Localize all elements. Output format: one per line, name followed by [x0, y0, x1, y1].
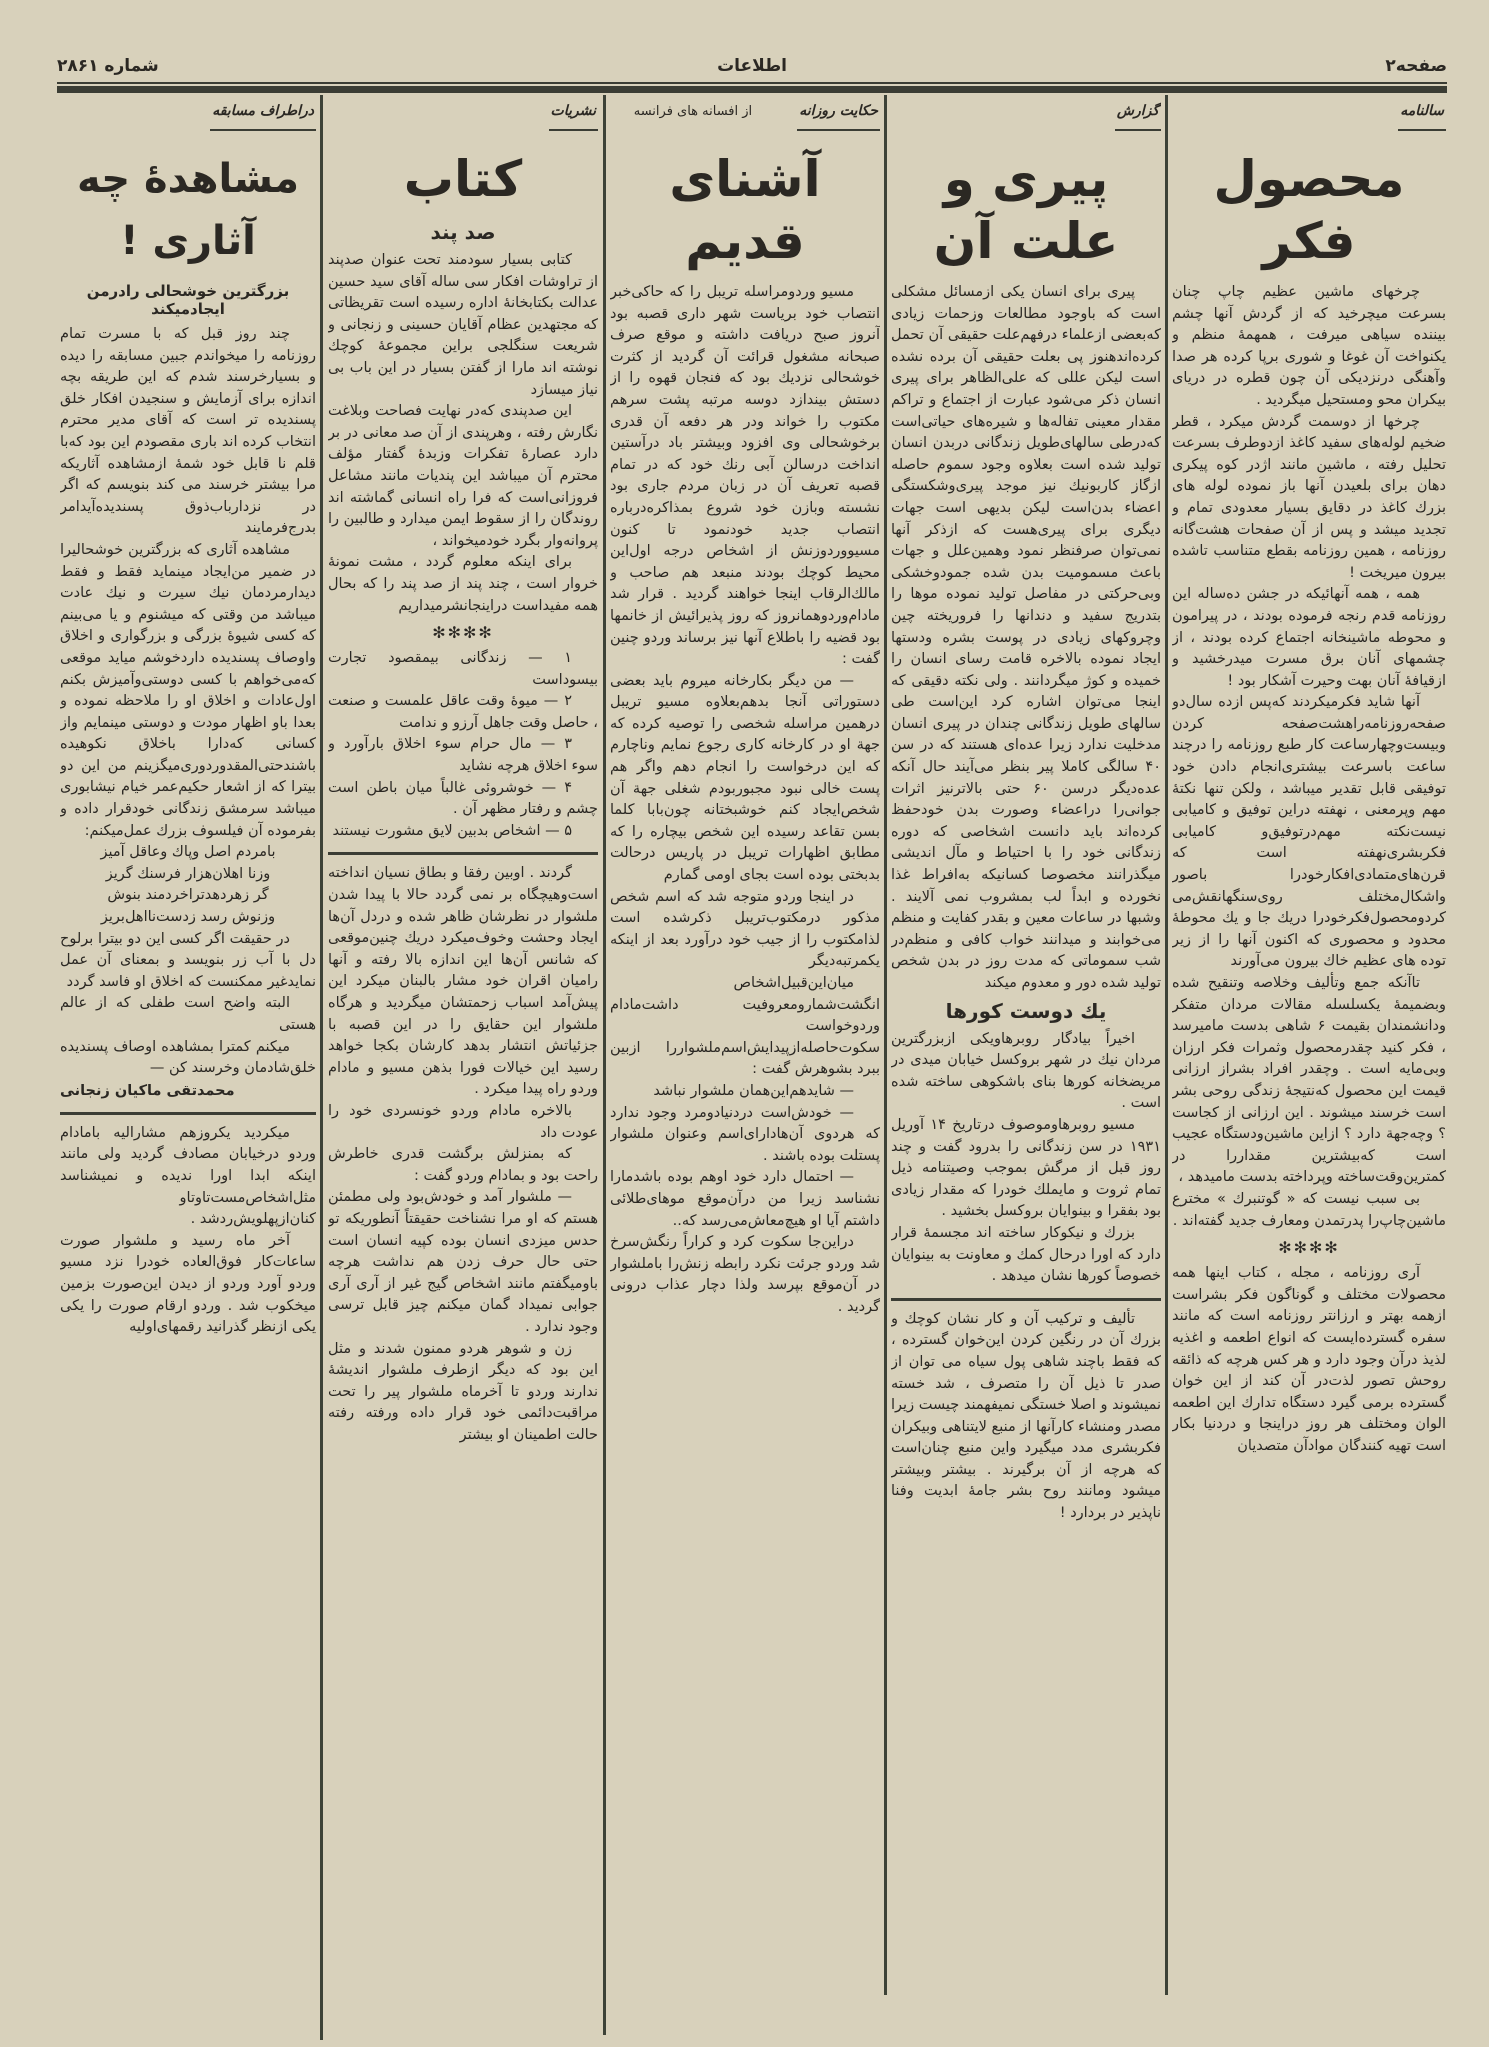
paragraph: بی سبب نیست که « گوتنبرك » مخترع ماشین‌چاپ‌را پدرتمدن ومعارف جدید گفته‌اند . [1172, 1190, 1446, 1229]
newspaper-title: اطلاعات [717, 56, 787, 76]
paragraph: در اینجا وردو متوجه شد که اسم شخص مذکور درمکتوب‌تریبل ذکرشده است لذامکتوب را از جیب خود درآورد بعد از اینکه یکمرتبه‌دیگر [610, 888, 880, 970]
masthead-rule-thick [57, 86, 1447, 93]
book-review-box [328, 100, 598, 855]
column-divider [603, 95, 606, 2035]
paragraph: پیری برای انسان یکی ازمسائل مشکلی است که باوجود مطالعات وزحمات زیادی که‌بعضی ازعلماء درفهم‌علت حقیقی آن تحمل کرده‌اندهنوز پی بعلت حقیقی آن برده نشده است لیکن عللی که علی‌الظاهر برای پیری انسان ذکر می‌شود عبارت از اجتماع و تراکم مقدار معینی تفاله‌ها و شیره‌های حیاتی‌است که‌درطی سالهای‌طویل زندگانی دربدن انسان تولید شده است بعلاوه وجود سموم حاصله ازگاز کاربونیك نیز موجد پیری‌وشکستگی اعضاء بدن‌است لیکن بدیهی است جهات دیگری برای پیری‌هست که ازذکر آنها نمی‌توان صرفنظر نمود وهمین‌علل و جهات باعث مسمومیت بدن شده جمودوخشکی وبی‌حرکتی در مفاصل تولید نموده موها را بتدریج سفید و دندانها را فروریخته چین وچروکهای زیادی در پوست بشره ودستها ایجاد نموده بالاخره قامت رسای انسان را خمیده و کوژ میگردانند . ولی نکته دقیقی که اینجا می‌توان اشاره کرد این‌است طی سالهای طویل زندگانی چندان در پیری انسان مدخلیت ندارد زیرا عده‌ای هستند که در سن ۴۰ سالگی کاملا پیر بنظر می‌آیند حال آنکه عده‌دیگر درسن ۶۰ حتی بالاترنیز اثرات جوانی‌را دراعضاء وصورت بدن خودحفظ کرده‌اند باید دانست اشخاصی که دوره زندگانی خود را با احتیاط و مآل اندیشی میگذرانند مخصوصا کسانیکه به‌افراط غذا نخورده و ابداً لب بمشروب نمی آلایند . وشبها در ساعات معین و بقدر کفایت و منظم می‌خوابند و میدانند خواب کافی و منظم‌در شب سموماتی که مدت روز در بدن شخص تولید شده دور و معدوم میکند [891, 284, 1161, 991]
headline: کتاب [403, 150, 523, 208]
paragraph-group [610, 282, 880, 1319]
headline: محصول فکر [1213, 150, 1405, 270]
headline: مشاهدهٔ چه آثاری ! [77, 156, 299, 264]
section-label: نشریات [549, 103, 598, 131]
paragraph: برای اینکه معلوم گردد ، مشت نمونهٔ خروار است ، چند پند از صد پند را که بحال همه مفیداست دراینجانشرمیداریم [328, 554, 598, 614]
paragraph: — خودش‌است دردنیادومرد وجود ندارد که هردوی آن‌هادارای‌اسم وعنوان ملشوار پستلت بوده باشند . [610, 1104, 880, 1164]
paragraph: گردند . اوبین رفقا و بطاق نسیان انداخته است‌وهیچگاه بر نمی گردد حالا با پیدا شدن ملشوار در نظرشان ظاهر شده و دردل آن‌ها ایجاد وحشت وخوف‌میکرد دریك چنین‌موقعی که شانس آن‌ها این اندازه بالا رفته و آنها رامیان اقران خود مشار بالبنان میکرد این پیش‌آمد اسباب زحمتشان میگردید و هرگاه ملشوار این حقایق را در این قصبه با جزئیاتش انتشار بدهد کارشان بکجا خواهد رسید این خیالات فورا بذهن مسیو و مادام وردو راه پیدا میکرد . [328, 865, 598, 1098]
paragraph: میکنم کمترا بمشاهده اوصاف پسندیده خلق‌شادمان وخرسند کن — [60, 1038, 316, 1077]
headline: آشنای قدیم [669, 150, 821, 270]
paragraph: بامردم اصل وپاك وعاقل آمیز [100, 844, 276, 861]
paragraph: — من دیگر بکارخانه میروم باید بعضی دستوراتی آنجا بدهم‌بعلاوه مسیو تریبل درهمین مراسله شخصی را توصیه کرده که جهة او در کارخانه کاری رجوع نمایم وناچارم که این درخواست را انجام دهم واگر هم پست خالی نبود مجبوربودم شغلی جهة آن شخص‌ایجاد کنم خوشبختانه چون‌بابا کلما بسن تقاعد رسیده این شخص بیچاره را که مطابق اظهارات تریبل در پاریس درحالت بدبختی بوده است بجای اومی گمارم [610, 672, 880, 884]
paragraph-group [891, 1029, 1161, 1288]
paragraph: زن و شوهر هردو ممنون شدند و مثل این بود که دیگر ازطرف ملشوار اندیشهٔ ندارند وردو تا آخرماه ملشوار پیر را تحت مراقبت‌دائمی خود قرار داده ورفته رفته حالت اطمینان او بیشتر [328, 1340, 598, 1443]
paragraph: گر زهردهدتراخردمند بنوش [107, 887, 269, 904]
article-mahsool-fekr [1172, 100, 1446, 2030]
paragraph-group [328, 250, 598, 617]
paragraph: آری روزنامه ، مجله ، کتاب اینها همه محصولات مختلف و گوناگون فکر بشراست ازهمه بهتر و ارزانتر روزنامه است که مانند سفره گسترده‌ایست که انواع اطعمه و اغذیه لذیذ درآن وجود دارد و هر کس هرچه که ذائقه روحش تصور لذت‌در آن کند از این خوان گسترده برمی گیرد دستگاه تدارك این اطعمه الوان ومختلف هر روز دراینجا و دردنیا بکار است تهیه کنندگان موادآن متصدیان [1172, 1265, 1446, 1454]
paragraph-group [328, 648, 598, 842]
paragraph: کتابی بسیار سودمند تحت عنوان صدپند از تراوشات افکار سی ساله آقای سید حسین عدالت بکتابخانهٔ اداره رسیده است تقریظاتی که مجتهدین عظام آقایان حسینی و زنجانی و شریعت سنگلجی براین مجموعهٔ کوچك نوشته اند مارا از گفتن بسیار در این باب بی نیاز میسازد [328, 252, 598, 398]
paragraph: ۲ — میوهٔ وقت عاقل علمست و صنعت ، حاصل وقت جاهل آرزو و ندامت [328, 693, 598, 731]
paragraph: در حقیقت اگر کسی این دو بیترا برلوح دل با آب زر بنویسد و بمعنای آن عمل نمایدغیر ممکنست که اخلاق او فاسد گردد [60, 930, 316, 990]
paragraph: البته واضح است طفلی که از عالم هستی [60, 995, 316, 1033]
paragraph: دراین‌جا سکوت کرد و کراراً رنگش‌سرخ شد وردو جرئت نکرد رابطه زنش‌را باملشوار در آن‌موقع بپرسد ولذا دچار عذاب درونی گردید . [610, 1234, 880, 1315]
column-divider [884, 95, 887, 1995]
paragraph: مسیو وردومراسله تریبل را که حاکی‌خبر انتصاب خود بریاست شهر داری قصبه بود آنروز صبح دریافت داشته و موقع صرف صبحانه مشغول قرائت آن گردید از کثرت خوشحالی نزدیك بود که فنجان قهوه را از دستش بیندازد دوسه مرتبه پشت سرهم مکتوب را خواند ودر هر دفعه آن قدری برخوشحالی وی افزود وبیشتر باد درآستین انداخت درسالن آبی رنك خود که در تمام قصبه تعریف آن در زبان مردم جاری بود نشسته وبازن خود شروع بمذاکره‌درباره انتصاب جدید خودنمود تا کنون مسیووردوزنش از اشخاص درجه اول‌این محیط کوچك بودند منبعد هم صاحب و مالك‌الرقاب اینجا خواهند گردید . قرار شد مادام‌وردوهمانروز که روز پذیرائیش از خانمها بود قضیه را باطلاع آنها نیز برساند وردو چنین گفت : [610, 284, 880, 668]
article-mosabeghe [60, 100, 316, 2045]
paragraph: — ملشوار آمد و خودش‌بود ولی مطمئن هستم که او مرا نشناخت حقیقتاً آنطوریکه تو حدس میزدی انسان بوده کپیه انسان است حتی حال حرف زدن هم نداشت هرچه باومیگفتم مانند اشخاص گیج غیر از آری آری جوابی نمیداد گمان میکنم چیز قابل ترسی وجود ندارد . [328, 1189, 598, 1335]
paragraph-group [60, 1123, 316, 1339]
paragraph: ۱ — زندگانی بیمقصود تجارت بیسوداست [328, 650, 598, 688]
section-label: سالنامه [1398, 103, 1446, 131]
paragraph: که بمنزلش برگشت قدری خاطرش راحت بود و بمادام وردو گفت : [328, 1146, 598, 1184]
subheadline: بزرگترین خوشحالی رادرمن ایجادمیکند [86, 282, 290, 318]
subheadline: يك دوست كورها [945, 998, 1107, 1023]
paragraph: مشاهده آثاری که بزرگترین خوشحالیرا در ضمیر من‌ایجاد مینماید فقط و فقط دیدارمردمان نیك سیرت و نیك عادت میباشد من وقتی که میشنوم و یا می‌بینم که کسی شیوهٔ بزرگی و بزرگواری و اخلاق واوصاف پسندیده داردخوشم میاید موقعی که‌می‌خواهم با کسی دوستی‌وآمیزش بکنم اول‌عادات و اخلاق او را ملاحظه نموده و بعدا باو اظهار مودت و دوستی مینمایم واز کسانی که‌دارا باخلاق نکوهیده باشندحتی‌المقدوردوری‌میگزینم من این دو بیترا که از اشعار حکیم‌عمر خیام نیشابوری میباشد سرمشق زندگانی خودقرار داده و بفرموده آن فیلسوف بزرك عمل‌میکنم: [60, 541, 316, 839]
page-number: صفحه۲ [1385, 56, 1447, 76]
paragraph: آنها شاید فکرمیکردند که‌پس ازده سال‌دو صفحه‌روزنامه‌راهشت‌صفحه کردن وبیست‌وچهارساعت کار طبع روزنامه را درچند ساعت باسرعت بیشتری‌انجام دادن خود توفیقی قابل تقدیر میباشد ، ولکن تنها نکتهٔ مهم وپرمعنی ، نهفته دراین توفیق و کامیابی نیست‌نکته مهم‌درتوفیق‌و کامیابی فکربشری‌نهفته است که قرن‌های‌متمادی‌افکارخودرا باصور واشکال‌مختلف روی‌سنگها‌نقش‌می کردومحصول‌فکرخودرا دریك جا و يك محوطهٔ محدود و محصوری که اکنون آنها را از زیر توده های عظیم خاك بیرون می‌آورند [1172, 694, 1446, 970]
paragraph: بزرك و نیکوکار ساخته اند مجسمهٔ قرار دارد که اورا درحال کمك و معاونت به بینوایان خصوصاً کورها نشان میدهد . [891, 1224, 1161, 1285]
paragraph: بالاخره مادام وردو خونسردی خود را عودت داد [328, 1102, 598, 1141]
section-sublabel: از افسانه های فرانسه [633, 104, 753, 119]
paragraph-group [1172, 1263, 1446, 1457]
paragraph: اخیراً بیادگار روبرهاویکی ازبزرگترین مردان نیك در شهر بروکسل خیابان میدی در مریضخانه کورها بنای باشکوهی ساخته شده است . [891, 1030, 1161, 1112]
paragraph: چرخها از دوسمت گردش میکرد ، قطر ضخیم لوله‌های سفید کاغذ ازدوطرف بسرعت تحلیل رفته ، ماشین مانند اژدر کوه پیکری دهان برای بلعیدن آنها باز نموده لوله های بزرك کاغذ در دقایق بسیار معدودی تمام و تجدید میشد و پس از آن صفحات هشت‌گانه روزنامه ، همین روزنامه بقطع متناسب تاشده بیرون میریخت ! [1172, 413, 1446, 581]
paragraph: چند روز قبل که با مسرت تمام روزنامه را میخواندم جبین مسابقه را دیده و بسیارخرسند شدم که این طریقه بچه اندازه برای آزمایش و سنجیدن افکار خلق پسندیده تر است که آقای مدیر محترم انتخاب کرده اند باری مقصودم این بود که‌با قلم نا قابل خود شمهٔ ازمشاهده آثاریکه مرا بیشتر خرسند می کند بنویسم که اگر در نزدارباب‌ذوق پسندیده‌آیدامر بدرج‌فرمایند [60, 326, 316, 537]
paragraph: این صدپندی که‌در نهایت فصاحت وبلاغت نگارش رفته ، وهرپندی از آن صد معانی در بر دارد عصارهٔ تفکرات وزبدهٔ گفتار مؤلف محترم آن میباشد این پندیات مانند مشاعل فروزانی‌است که فرا راه انسانی گماشته اند روندگان را از سقوط ایمن میدارد و طالبین را پروانه‌وار بگرد خودمیخواند ، [328, 403, 598, 549]
paragraph: وزنوش رسد زدست‌نااهل‌بریز [100, 909, 276, 926]
ornament-divider: ✻✻✻✻ [432, 623, 494, 643]
paragraph: چرخهای ماشین عظیم چاپ چنان بسرعت میچرخید که از گردش آنها چشم بیننده سیاهی میرفت ، همهمهٔ منظم و یکنواخت آن غوغا و شوری برپا کرده هر صدا وآهنگی درنزدیکی آن چون قطره در دریای بیکران محو ومستحیل میگردید . [1172, 284, 1446, 408]
paragraph: همه ، همه آنهائیکه در جشن ده‌ساله این روزنامه قدم رنجه فرموده بودند ، در پیرامون و محوطه ماشینخانه اجتماع کرده بودند ، از چشمهای آنان برق مسرت میدرخشید و ازقیافهٔ آنان بهت وحیرت آشکار بود ! [1172, 586, 1446, 689]
paragraph: — شایدهم‌این‌همان ملشوار نباشد [653, 1082, 854, 1099]
paragraph: — احتمال دارد خود اوهم بوده باشدمارا نشناسد زیرا من درآن‌موقع موهای‌طلائی داشتم آیا او هیچ‌معاش‌می‌رسد که.. [610, 1169, 880, 1229]
paragraph-group [60, 929, 316, 1080]
paragraph-group [60, 842, 316, 928]
paragraph: وزنا اهلان‌هزار فرسنك گریز [105, 865, 271, 882]
section-rule [60, 1112, 316, 1115]
paragraph-group [60, 324, 316, 842]
paragraph-group [891, 1309, 1161, 1525]
paragraph-group [1172, 282, 1446, 1232]
article-piri [891, 100, 1161, 2000]
masthead-rule-thin [57, 82, 1447, 84]
article-ashnaye-ghadim [610, 100, 880, 2000]
paragraph-group [328, 863, 598, 1446]
paragraph: ۴ — خوشروئی غالباً میان باطن است چشم و رفتار مظهر آن . [328, 779, 598, 818]
paragraph: ۳ — مال حرام سوء اخلاق بارآورد و سوء اخلاق هرچه نشاید [328, 736, 598, 775]
paragraph: میان‌این‌قبیل‌اشخاص انگشت‌شمارومعروفیت داشت‌مادام وردوخواست سکوت‌حاصله‌ازپیدایش‌اسم‌ملشواررا ازبین ببرد بشوهرش گفت : [610, 975, 880, 1078]
section-label: گزارش [1115, 103, 1161, 131]
paragraph: ۵ — اشخاص بدبین لایق مشورت نیستند [332, 822, 572, 839]
paragraph: آخر ماه رسید و ملشوار صورت ساعات‌کار فوق‌العاده خودرا نزد مسیو وردو آورد وردو از دیدن این‌صورت بزمین میخکوب شد . وردو ارقام صورت را یکی یکی ازنظر گذرانید رقمهای‌اولیه [60, 1232, 316, 1336]
subheadline: صد پند [430, 220, 496, 244]
paragraph: تاآنکه جمع وتألیف وخلاصه وتنقیح شده وبضمیمهٔ یکسلسله مقالات مردان متفکر ودانشمندان بقیمت ۶ شاهی بدست مامیرسد ، فکر کنید چقدرمحصول وثمرات فکر ارزان وبی‌مایه است . وچقدر افراد بشراز ارزانی قیمت این محصول که‌نتیجهٔ زندگی روحی بشر است خرسند میشوند . این ارزانی از کجاست ؟ وچه‌جهة دارد ؟ ازاین ماشین‌ودستگاه عجیب است که‌بیشترین مقداررا در کمترین‌وقت‌ساخته وپرداخته بدست مامیدهد ، [1172, 975, 1446, 1186]
paragraph: تألیف و ترکیب آن و کار نشان کوچك و بزرك آن در رنگین کردن این‌خوان گسترده ، که فقط باچند شاهی پول سیاه می توان از صدر تا ذیل آن را متصرف ، شد خسته نمیشوند و اصلا خستگی نمیفهمند چیست زیرا مصدر ومنشاء کارآنها از منبع لایتناهی وبیکران فکربشری مدد میگیرد واین منبع چنان‌است که هرچه از آن برگیرند . بیشتر وبیشتر میشود ومانند روح بشر جامهٔ ابدیت وفنا ناپذیر در بردارد ! [891, 1310, 1161, 1522]
author-signature: محمدتقی ماکیان زنجانی [60, 1082, 235, 1099]
section-rule [891, 1298, 1161, 1301]
paragraph: مسیو روبرهاوموصوف درتاریخ ۱۴ آوریل ۱۹۳۱ در سن زندگانی را بدرود گفت و چند روز قبل از مرگش بموجب وصیتنامه ذیل تمام ثروت و مایملك خودرا که مقدار زیادی بود بفقرا و بینوایان بروکسل بخشید . [891, 1116, 1161, 1220]
column-divider [320, 95, 323, 2040]
article-ketab [328, 100, 598, 2040]
paragraph: میکردید یکروزهم مشارالیه بامادام وردو درخیابان مصادف گردید ولی مانند اینکه ابدا اورا ندیده و نمیشناسد مثل‌اشخاص‌مست‌تاوتاو کنان‌ازپهلویش‌ردشد . [60, 1124, 316, 1228]
issue-number: شماره ۲۸۶۱ [57, 56, 159, 76]
section-label: دراطراف مسابقه [210, 103, 316, 131]
column-divider [1165, 95, 1168, 1995]
headline: پیری و علت آن [933, 150, 1119, 270]
paragraph-group [891, 282, 1161, 995]
ornament-divider: ✻✻✻✻ [1278, 1238, 1340, 1258]
section-label: حکایت روزانه [797, 103, 880, 131]
